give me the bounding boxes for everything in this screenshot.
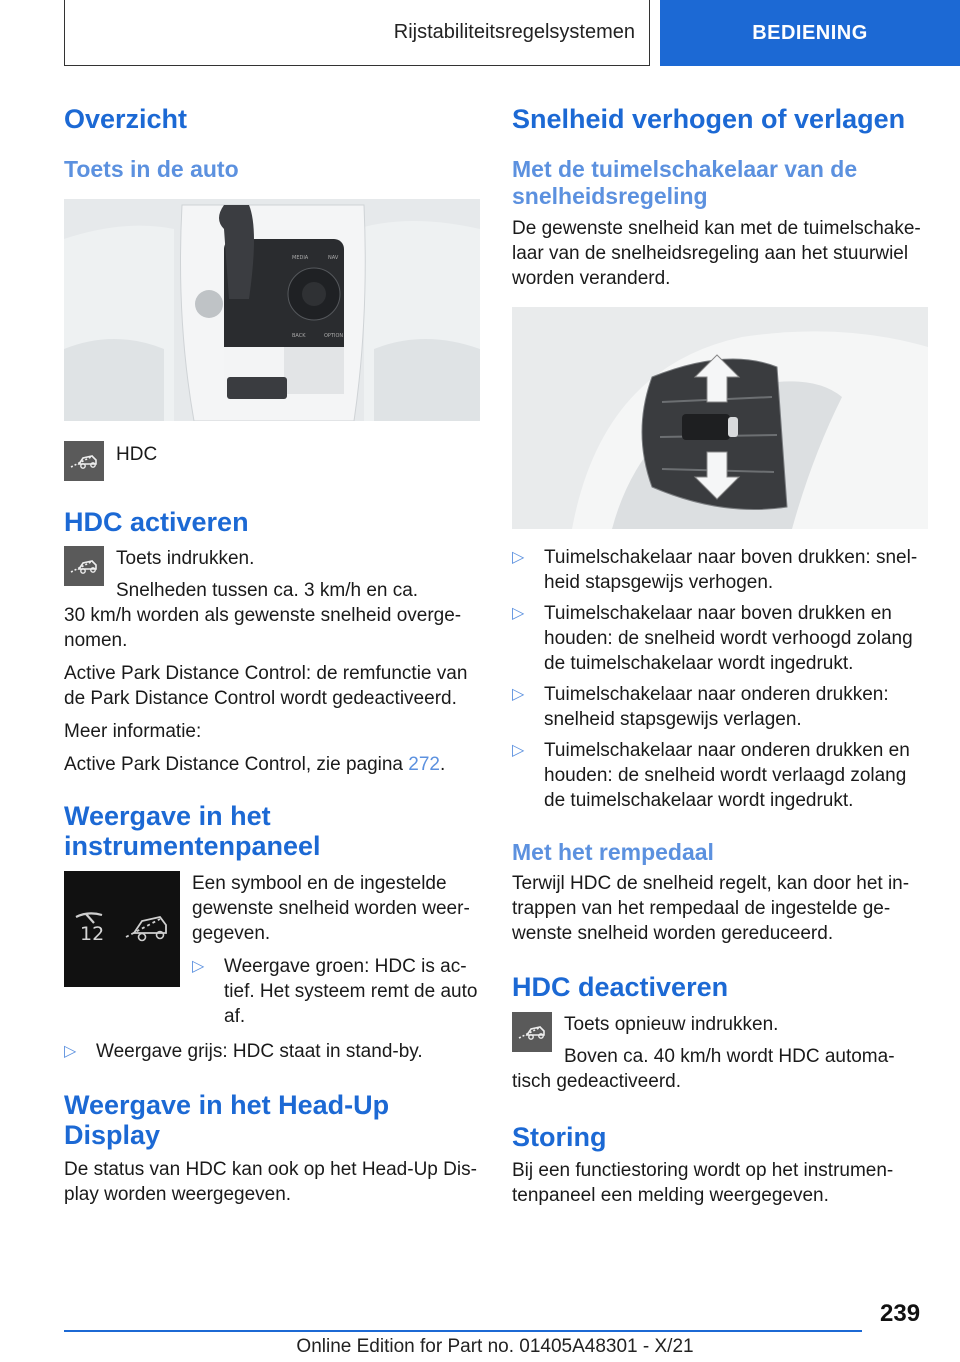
deactiveren-key-row: [512, 1012, 928, 1069]
center-console-illustration: [64, 199, 480, 421]
hdc-icon: [512, 1012, 552, 1052]
dash-speed-value: 12: [80, 923, 105, 946]
activeren-apdc-note: Active Park Distance Control: de remfunctie van de Park Distance Control wordt gedeactiveerd.: [64, 662, 468, 709]
hdc-key-row: [64, 441, 480, 481]
tuimel-description: De gewenste snelheid kan met de tuimelschake-laar van de snelheidsregeling aan het stuurwiel worden veranderd.: [512, 218, 921, 290]
header-section-title: Rijstabiliteitsregelsystemen: [393, 21, 635, 43]
hdc-icon: [64, 441, 104, 481]
list-item: ▷ Tuimelschakelaar naar boven drukken: snel-heid stapsgewijs verhogen.: [512, 547, 918, 594]
svg-text:OPTION: OPTION: [324, 333, 344, 340]
deactiveren-auto-note: Boven ca. 40 km/h wordt HDC automa-: [564, 1045, 895, 1067]
deactiveren-step: Toets opnieuw indrukken.: [564, 1013, 779, 1035]
instrument-cluster-image: [64, 871, 180, 987]
heading-snelheid: Snelheid verhogen of verlagen: [512, 104, 906, 134]
svg-text:NAV: NAV: [328, 255, 339, 262]
list-item: ▷ Tuimelschakelaar naar onderen drukken en houden: de snelheid wordt verlaagd zolang de tuimelschakelaar wordt ingedrukt.: [512, 740, 910, 812]
bullet-marker: ▷: [64, 1043, 77, 1061]
tuimel-bullet-list: [512, 545, 928, 813]
left-column: [64, 96, 480, 1207]
heading-hdc-activeren: HDC activeren: [64, 507, 249, 538]
list-item: ▷ Tuimelschakelaar naar onderen drukken: snelheid stapsgewijs verlagen.: [512, 684, 889, 731]
svg-text:MEDIA: MEDIA: [292, 255, 309, 262]
activeren-speed-range: Snelheden tussen ca. 3 km/h en ca.: [116, 579, 419, 601]
right-column: [512, 96, 928, 1208]
steering-wheel-photo: [512, 307, 928, 529]
header-chapter-tab: [660, 0, 960, 66]
weergave-block: [64, 871, 480, 1029]
hud-description: De status van HDC kan ook op het Head-Up Dis-play worden weergegeven.: [64, 1158, 477, 1205]
header-section-box: [64, 0, 650, 66]
hdc-icon: [64, 546, 104, 586]
heading-toets-in-de-auto: Toets in de auto: [64, 156, 239, 183]
deactiveren-auto-note-cont: tisch gedeactiveerd.: [512, 1070, 681, 1092]
page-number: 239: [880, 1300, 921, 1327]
rempedaal-description: Terwijl HDC de snelheid regelt, kan door het in-trappen van het rempedaal de ingestelde ge-wenste snelheid worden gereduceerd.: [512, 872, 910, 944]
heading-rempedaal: Met het rempedaal: [512, 839, 714, 866]
svg-text:BACK: BACK: [292, 333, 306, 340]
heading-hdc-deactiveren: HDC deactiveren: [512, 971, 729, 1002]
list-item: ▷ Tuimelschakelaar naar boven drukken en houden: de snelheid wordt verhoogd zolang de tuimelschakelaar wordt ingedrukt.: [512, 603, 913, 675]
bullet-marker: ▷: [512, 549, 525, 567]
activeren-step: Toets indrukken.: [116, 547, 255, 569]
footer-edition: Online Edition for Part no. 01405A48301 - X/21: [296, 1336, 694, 1357]
bullet-marker: ▷: [512, 686, 525, 704]
heading-storing: Storing: [512, 1121, 607, 1152]
list-item: ▷ Weergave grijs: HDC staat in stand-by.: [64, 1041, 423, 1063]
bullet-marker: ▷: [192, 958, 205, 976]
center-console-photo: [64, 199, 480, 421]
activeren-speed-range-cont: 30 km/h worden als gewenste snelheid overge-nomen.: [64, 604, 462, 651]
list-item: ▷ Weergave groen: HDC is ac-tief. Het systeem remt de auto af.: [192, 956, 478, 1028]
heading-tuimelschakelaar: Met de tuimelschakelaar van de snelheidsregeling: [512, 156, 858, 210]
heading-weergave-instrumentenpaneel: Weergave in het instrumentenpaneel: [64, 800, 321, 861]
heading-head-up-display: Weergave in het Head-Up Display: [64, 1090, 390, 1151]
steering-wheel-illustration: [512, 307, 928, 529]
bullet-marker: ▷: [512, 605, 525, 623]
weergave-description: Een symbool en de ingestelde gewenste snelheid worden weer-gegeven.: [192, 873, 470, 945]
footer-divider: [64, 1330, 862, 1332]
activeren-key-row: [64, 546, 480, 603]
storing-description: Bij een functiestoring wordt op het instrumen-tenpaneel een melding weergegeven.: [512, 1160, 894, 1207]
header-chapter-title: BEDIENING: [752, 21, 868, 44]
heading-overzicht: Overzicht: [64, 104, 188, 134]
bullet-marker: ▷: [512, 742, 525, 760]
hdc-label: HDC: [116, 444, 158, 466]
page-link-272[interactable]: 272: [408, 753, 440, 775]
activeren-reference: Active Park Distance Control, zie pagina 272.: [64, 753, 446, 775]
activeren-more-info: Meer informatie:: [64, 720, 202, 742]
